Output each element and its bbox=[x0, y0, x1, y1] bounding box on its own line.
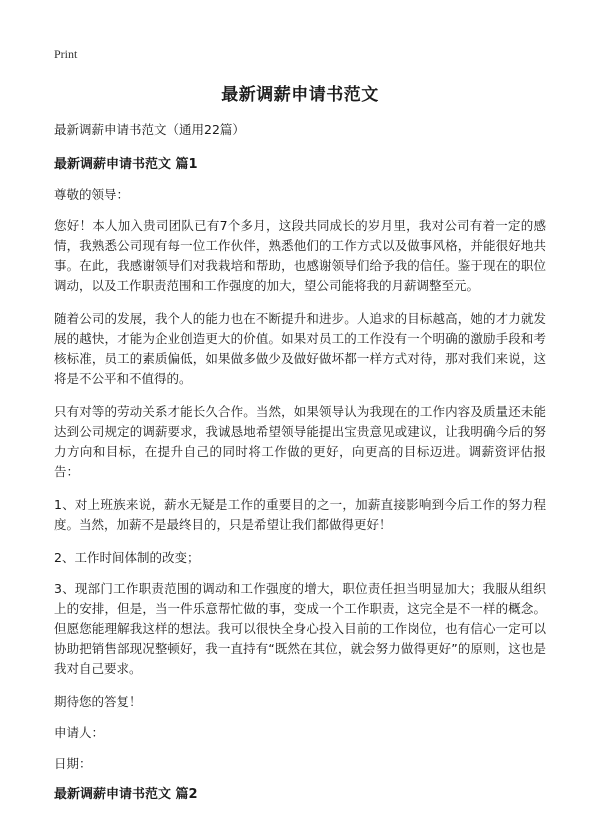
date-line: 日期： bbox=[54, 756, 92, 771]
section-heading-1: 最新调薪申请书范文 篇1 bbox=[54, 157, 198, 172]
document-body bbox=[54, 120, 546, 815]
document-subtitle: 最新调薪申请书范文（通用22篇） bbox=[54, 122, 245, 137]
document-title: 最新调薪申请书范文 bbox=[221, 85, 379, 105]
paragraph-2: 随着公司的发展，我个人的能力也在不断提升和进步。人追求的目标越高，她的才力就发展的越快，才能为企业创造更大的价值。如果对员工的工作没有一个明确的激励手段和考核标准，员工的素质偏低，如果做多做少及做好做坏都一样方式对待，那对我们来说，这将是不公平和不值得的。 bbox=[54, 311, 546, 386]
closing-line: 期待您的答复！ bbox=[54, 694, 142, 709]
paragraph-1: 您好！本人加入贵司团队已有7个多月，这段共同成长的岁月里，我对公司有着一定的感情，我熟悉公司现有每一位工作伙伴，熟悉他们的工作方式以及做事风格，并能很好地共事。在此，我感谢领导们对我栽培和帮助，也感谢领导们给予我的信任。鉴于现在的职位调动，以及工作职责范围和工作强度的加大，望公司能将我的月薪调整至元。 bbox=[54, 218, 546, 293]
paragraph-3: 只有对等的劳动关系才能长久合作。当然，如果领导认为我现在的工作内容及质量还未能达到公司规定的调薪要求，我诚恳地希望领导能提出宝贵意见或建议，让我明确今后的努力方向和目标，在提升自己的同时将工作做的更好，向更高的目标迈进。调薪资评估报告： bbox=[54, 404, 546, 479]
paragraph-6: 3、现部门工作职责范围的调动和工作强度的增大，职位责任担当明显加大；我服从组织上的安排，但是，当一件乐意帮忙做的事，变成一个工作职责，这完全是不一样的概念。但愿您能理解我这样的想法。我可以很快全身心投入目前的工作岗位，也有信心一定可以协助把销售部现况整顿好，我一直持有“既然在其位，就会努力做得更好”的原则，这也是我对自己要求。 bbox=[54, 581, 546, 676]
print-label[interactable]: Print bbox=[54, 47, 78, 61]
paragraph-5: 2、工作时间体制的改变； bbox=[54, 550, 200, 565]
greeting: 尊敬的领导： bbox=[54, 187, 130, 202]
section-heading-2: 最新调薪申请书范文 篇2 bbox=[54, 787, 198, 802]
applicant-line: 申请人： bbox=[54, 725, 105, 740]
paragraph-4: 1、对上班族来说，薪水无疑是工作的重要目的之一，加薪直接影响到今后工作的努力程度。当然，加薪不是最终目的，只是希望让我们都做得更好！ bbox=[54, 497, 546, 532]
